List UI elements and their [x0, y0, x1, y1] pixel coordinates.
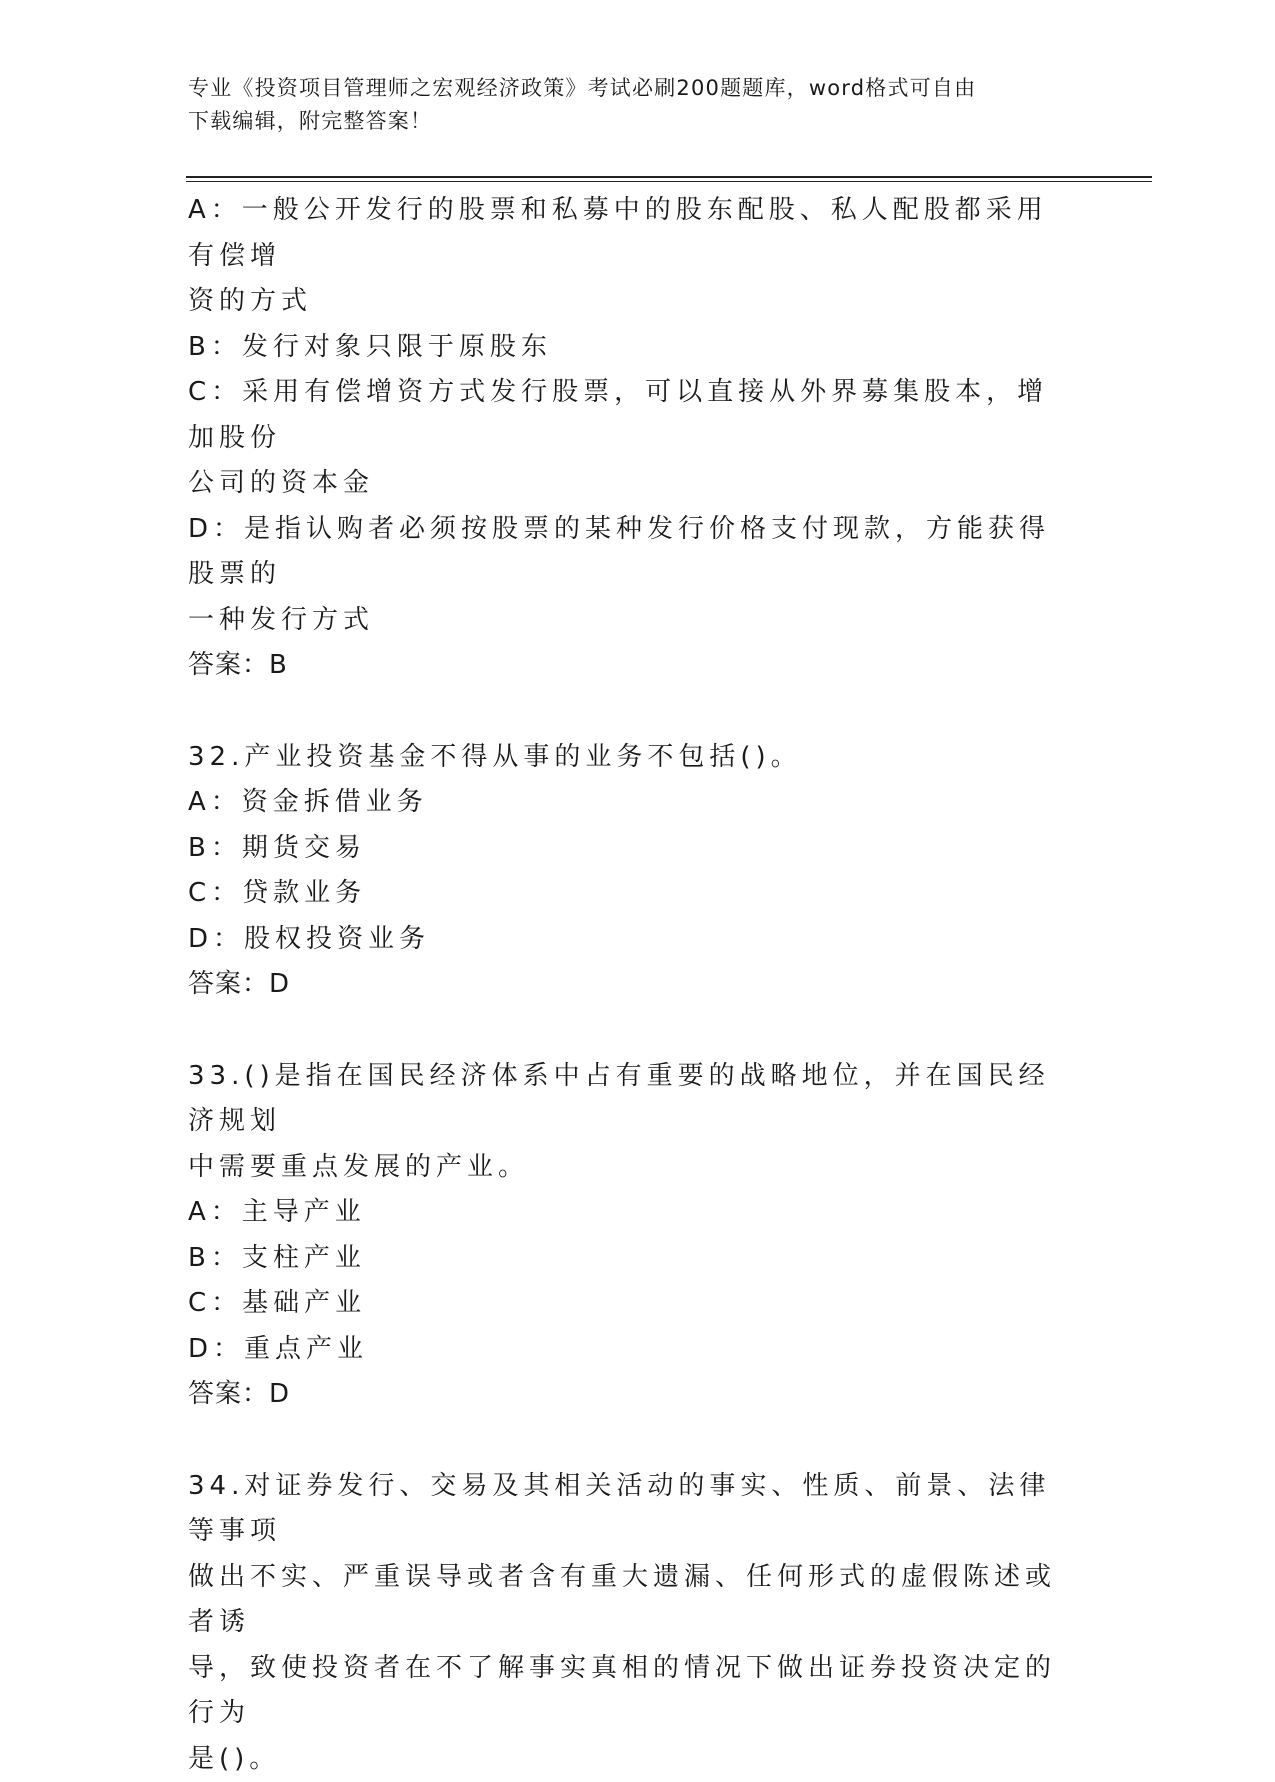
answer-line: 答案：D — [188, 962, 1068, 1008]
option-a: A：资金拆借业务 — [188, 780, 1068, 826]
spacer — [188, 1008, 1068, 1054]
option-d: D：股权投资业务 — [188, 917, 1068, 963]
option-a — [188, 188, 1068, 279]
option-label: A： — [188, 195, 242, 225]
option-d: D：重点产业 — [188, 1327, 1068, 1373]
document-header — [188, 72, 1068, 138]
question-32-block — [188, 735, 1068, 1008]
spacer — [188, 1418, 1068, 1464]
spacer — [188, 689, 1068, 735]
question-stem-cont: 是()。 — [188, 1737, 1068, 1782]
option-c: C：基础产业 — [188, 1281, 1068, 1327]
header-line-1: 专业《投资项目管理师之宏观经济政策》考试必刷200题题库，word格式可自由 — [188, 72, 1068, 105]
document-body — [188, 188, 1068, 1782]
option-a-cont: 资的方式 — [188, 279, 1068, 325]
option-d-cont: 一种发行方式 — [188, 598, 1068, 644]
option-b: B：期货交易 — [188, 826, 1068, 872]
option-text: 是指认购者必须按股票的某种发行价格支付现款，方能获得股票的 — [188, 514, 1050, 590]
question-stem-cont: 做出不实、严重误导或者含有重大遗漏、任何形式的虚假陈述或者诱 — [188, 1555, 1068, 1646]
option-a: A：主导产业 — [188, 1190, 1068, 1236]
question-31-block — [188, 188, 1068, 689]
question-stem: 32.产业投资基金不得从事的业务不包括()。 — [188, 735, 1068, 781]
option-d — [188, 507, 1068, 598]
question-stem: 34.对证券发行、交易及其相关活动的事实、性质、前景、法律等事项 — [188, 1464, 1068, 1555]
header-line-2: 下载编辑，附完整答案！ — [188, 105, 1068, 138]
option-text: 采用有偿增资方式发行股票，可以直接从外界募集股本，增加股份 — [188, 377, 1048, 453]
answer-line: 答案：B — [188, 643, 1068, 689]
option-c: C：贷款业务 — [188, 871, 1068, 917]
option-c-cont: 公司的资本金 — [188, 461, 1068, 507]
question-stem: 33.()是指在国民经济体系中占有重要的战略地位，并在国民经济规划 — [188, 1054, 1068, 1145]
question-stem-cont: 导，致使投资者在不了解事实真相的情况下做出证券投资决定的行为 — [188, 1646, 1068, 1737]
question-stem-cont: 中需要重点发展的产业。 — [188, 1145, 1068, 1191]
option-label: B： — [188, 332, 242, 362]
option-label: C： — [188, 377, 242, 407]
option-c — [188, 370, 1068, 461]
option-text: 发行对象只限于原股东 — [242, 332, 552, 362]
header-divider — [186, 176, 1152, 182]
answer-line: 答案：D — [188, 1372, 1068, 1418]
question-33-block — [188, 1054, 1068, 1418]
question-34-block — [188, 1464, 1068, 1782]
option-b — [188, 325, 1068, 371]
option-text: 一般公开发行的股票和私募中的股东配股、私人配股都采用有偿增 — [188, 195, 1048, 271]
option-label: D： — [188, 514, 244, 544]
option-b: B：支柱产业 — [188, 1236, 1068, 1282]
